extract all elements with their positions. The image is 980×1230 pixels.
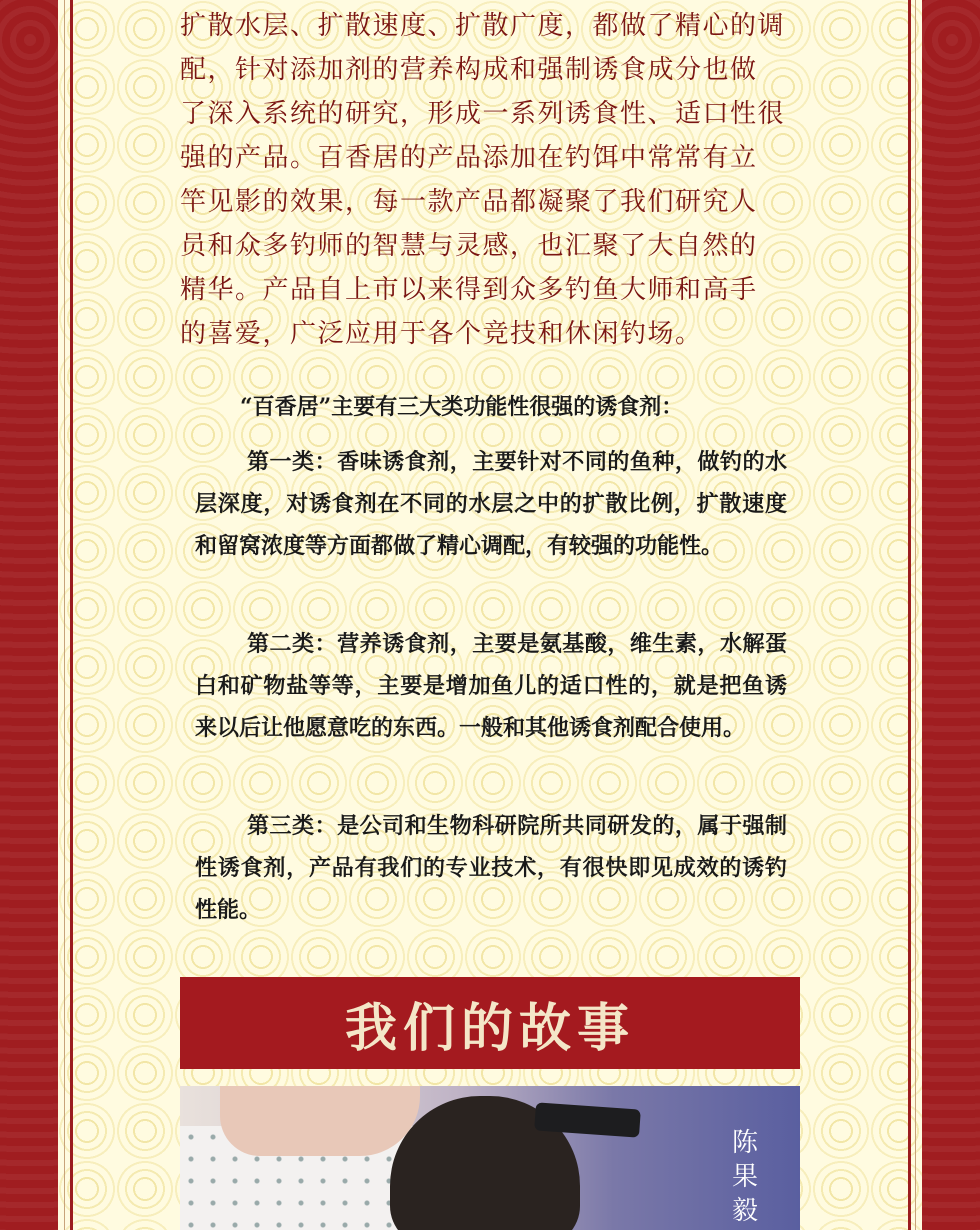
intro-line: 精华。产品自上市以来得到众多钓鱼大师和高手 bbox=[180, 275, 758, 305]
intro-text bbox=[180, 4, 802, 356]
attractant-type-3: 第三类：是公司和生物科研院所共同研发的，属于强制性诱食剂，产品有我们的专业技术，有很快即见成效的诱钓性能。 bbox=[195, 813, 787, 923]
photo-caption-char: 陈 bbox=[731, 1128, 758, 1158]
our-story-title: 我们的故事 bbox=[344, 998, 635, 1059]
intro-line: 了深入系统的研究，形成一系列诱食性、适口性很 bbox=[180, 99, 786, 129]
intro-line: 配，针对添加剂的营养构成和强制诱食成分也做 bbox=[180, 55, 758, 85]
intro-line: 的喜爱，广泛应用于各个竞技和休闲钓场。 bbox=[180, 319, 703, 349]
panel-rule-right bbox=[908, 0, 911, 1230]
our-story-banner bbox=[180, 977, 800, 1069]
photo-caption-char: 毅 bbox=[731, 1196, 758, 1226]
intro-line: 强的产品。百香居的产品添加在钓饵中常常有立 bbox=[180, 143, 758, 173]
right-border-frame bbox=[922, 0, 980, 1230]
attractant-type-1: 第一类：香味诱食剂，主要针对不同的鱼种，做钓的水层深度，对诱食剂在不同的水层之中的扩散比例，扩散速度和留窝浓度等方面都做了精心调配，有较强的功能性。 bbox=[195, 449, 787, 559]
panel-rule-right-thin bbox=[915, 0, 916, 1230]
intro-line: 竿见影的效果，每一款产品都凝聚了我们研究人 bbox=[180, 187, 758, 217]
attractant-types-heading: “百香居”主要有三大类功能性很强的诱食剂： bbox=[240, 394, 684, 420]
attractant-type-2: 第二类：营养诱食剂，主要是氨基酸，维生素，水解蛋白和矿物盐等等，主要是增加鱼儿的适口性的，就是把鱼诱来以后让他愿意吃的东西。一般和其他诱食剂配合使用。 bbox=[195, 631, 787, 741]
intro-line: 员和众多钓师的智慧与灵感，也汇聚了大自然的 bbox=[180, 231, 758, 261]
panel-rule-left-thin bbox=[64, 0, 65, 1230]
story-photo bbox=[180, 1086, 800, 1230]
photo-caption bbox=[728, 1126, 762, 1228]
photo-caption-char: 果 bbox=[731, 1162, 758, 1192]
intro-line: 扩散水层、扩散速度、扩散广度，都做了精心的调 bbox=[180, 11, 786, 41]
panel-rule-left bbox=[70, 0, 73, 1230]
left-border-frame bbox=[0, 0, 58, 1230]
photo-hand bbox=[220, 1086, 420, 1156]
